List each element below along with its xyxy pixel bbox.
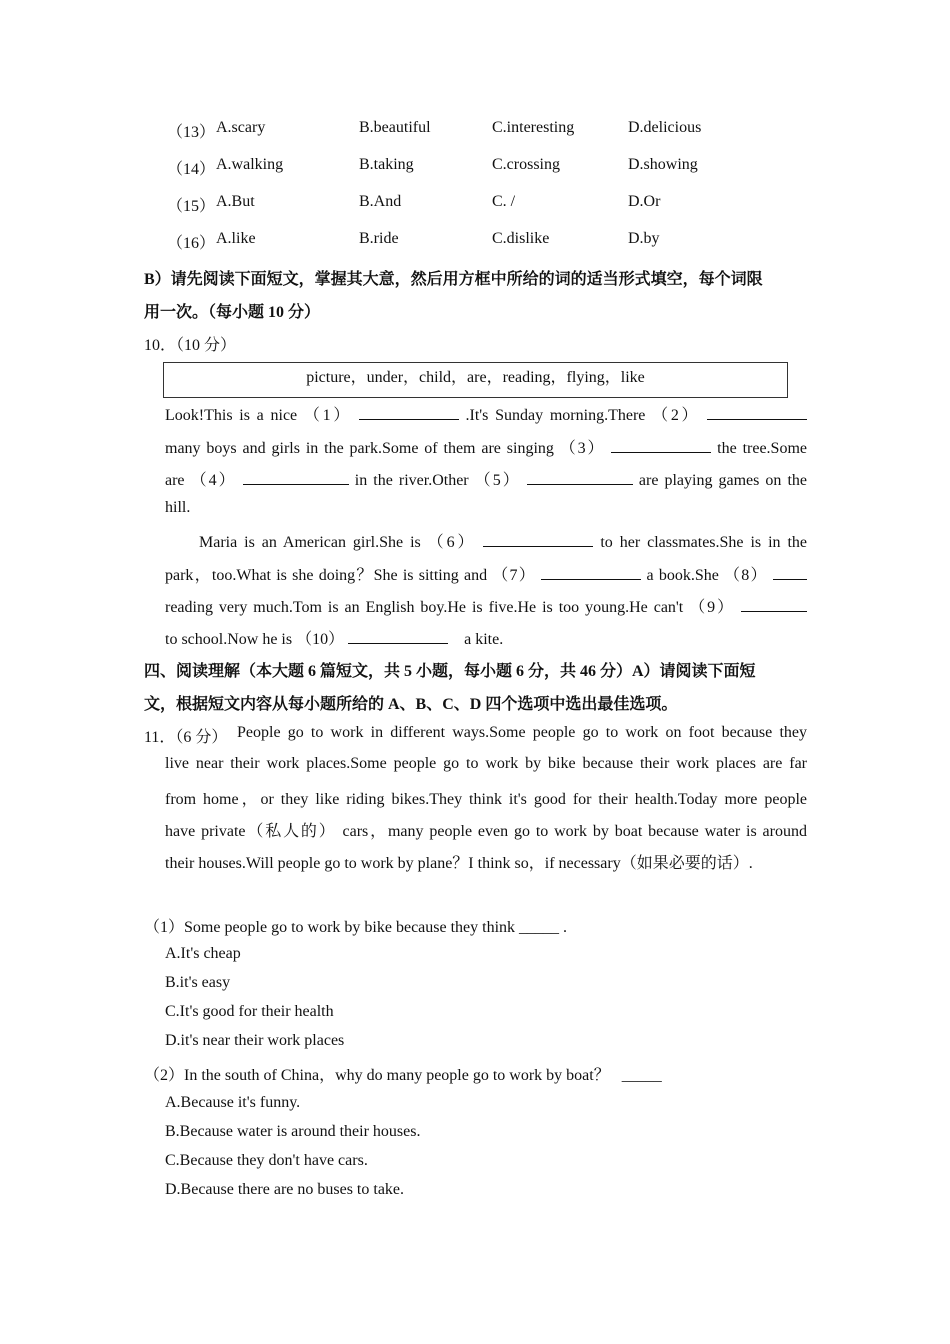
reading-passage-line: their houses.Will people go to work by plane？I think so，if necessary（如果必要的话）. <box>165 855 753 872</box>
passage-text: reading very much.Tom is an English boy.He is five.He is too young.He can't （9） <box>165 599 736 616</box>
option-a: A.But <box>216 193 255 210</box>
option-a: A.like <box>216 230 256 247</box>
section-b-instruction-cont: 用一次。（每小题 10 分） <box>144 304 321 321</box>
choice-c[interactable]: C.Because they don't have cars. <box>165 1152 368 1169</box>
passage-text: are （4） <box>165 472 237 489</box>
question-number: （14） <box>167 161 216 178</box>
passage-line <box>165 467 807 490</box>
blank-3[interactable] <box>611 437 711 453</box>
passage-text: Maria is an American girl.She is （6） <box>199 534 477 551</box>
option-d: D.by <box>628 230 660 247</box>
blank-8[interactable] <box>773 564 807 580</box>
passage-text: to school.Now he is （10） <box>165 631 345 648</box>
question-number: （16） <box>167 235 216 252</box>
passage-text: a kite. <box>464 631 504 648</box>
sub-question-2 <box>144 1062 662 1085</box>
passage-line <box>165 594 807 617</box>
question-10-header: 10．（10 分） <box>144 337 237 354</box>
blank-4[interactable] <box>243 469 349 485</box>
option-c: C.crossing <box>492 156 560 173</box>
question-number: （13） <box>167 124 216 141</box>
option-row <box>0 156 950 180</box>
option-b: B.beautiful <box>359 119 431 136</box>
option-b: B.And <box>359 193 402 210</box>
reading-passage-line: live near their work places.Some people go to work by bike because their work places are far <box>165 755 807 772</box>
choice-d[interactable]: D.Because there are no buses to take. <box>165 1181 405 1198</box>
passage-line <box>165 435 807 458</box>
sub-question-2-text: （2）In the south of China，why do many people go to work by boat？ <box>144 1067 610 1084</box>
passage-line <box>165 562 807 585</box>
option-c: C.interesting <box>492 119 575 136</box>
blank-9[interactable] <box>741 596 807 612</box>
blank-2[interactable] <box>707 404 807 420</box>
blank-1[interactable] <box>359 404 459 420</box>
reading-passage-line: from home，or they like riding bikes.They think it's good for their health.Today more people <box>165 791 807 808</box>
section-4-title-cont: 文，根据短文内容从每小题所给的 A、B、C、D 四个选项中选出最佳选项。 <box>144 696 678 713</box>
passage-text: the tree.Some <box>717 440 807 457</box>
choice-c[interactable]: C.It's good for their health <box>165 1003 334 1020</box>
word-box <box>163 362 788 398</box>
passage-text: to her classmates.She is in the <box>600 534 807 551</box>
section-4-title: 四、阅读理解（本大题 6 篇短文，共 5 小题，每小题 6 分，共 46 分）A）请阅读下面短 <box>144 663 756 680</box>
option-a: A.scary <box>216 119 266 136</box>
option-c: C. / <box>492 193 516 210</box>
option-b: B.taking <box>359 156 414 173</box>
option-b: B.ride <box>359 230 399 247</box>
option-a: A.walking <box>216 156 284 173</box>
option-c: C.dislike <box>492 230 550 247</box>
passage-text: hill. <box>165 499 191 516</box>
blank-10[interactable] <box>348 628 448 644</box>
choice-b[interactable]: B.it's easy <box>165 974 231 991</box>
reading-passage-line: have private（私人的） cars，many people even go to work by boat because water is around <box>165 823 807 840</box>
passage-text: park，too.What is she doing？She is sitting and （7） <box>165 567 537 584</box>
passage-line <box>165 626 503 649</box>
blank-7[interactable] <box>541 564 641 580</box>
option-row <box>0 193 950 217</box>
option-d: D.Or <box>628 193 661 210</box>
question-number: （15） <box>167 198 216 215</box>
option-row <box>0 119 950 143</box>
word-box-text: picture，under，child，are，reading，flying，like <box>306 369 645 386</box>
choice-a[interactable]: A.It's cheap <box>165 945 241 962</box>
choice-a[interactable]: A.Because it's funny. <box>165 1094 301 1111</box>
passage-text: a book.She （8） <box>646 567 768 584</box>
blank-5[interactable] <box>527 469 633 485</box>
passage-text: many boys and girls in the park.Some of them are singing （3） <box>165 440 606 457</box>
passage-line <box>165 402 807 425</box>
blank-6[interactable] <box>483 531 593 547</box>
passage-text: Look!This is a nice （1） <box>165 407 353 424</box>
answer-blank[interactable]: _____ <box>621 1067 662 1084</box>
option-d: D.delicious <box>628 119 702 136</box>
choice-d[interactable]: D.it's near their work places <box>165 1032 345 1049</box>
passage-text: .It's Sunday morning.There （2） <box>465 407 701 424</box>
passage-line <box>199 529 807 552</box>
reading-passage-line: People go to work in different ways.Some people go to work on foot because they <box>237 724 807 741</box>
choice-b[interactable]: B.Because water is around their houses. <box>165 1123 421 1140</box>
sub-question-1: （1）Some people go to work by bike because they think _____ . <box>144 919 568 936</box>
section-b-instruction: B）请先阅读下面短文，掌握其大意，然后用方框中所给的词的适当形式填空，每个词限 <box>144 271 763 288</box>
passage-text: in the river.Other （5） <box>354 472 521 489</box>
option-d: D.showing <box>628 156 698 173</box>
passage-text: are playing games on the <box>638 472 808 489</box>
option-row <box>0 230 950 254</box>
question-11-header: 11．（6 分） <box>144 729 228 746</box>
